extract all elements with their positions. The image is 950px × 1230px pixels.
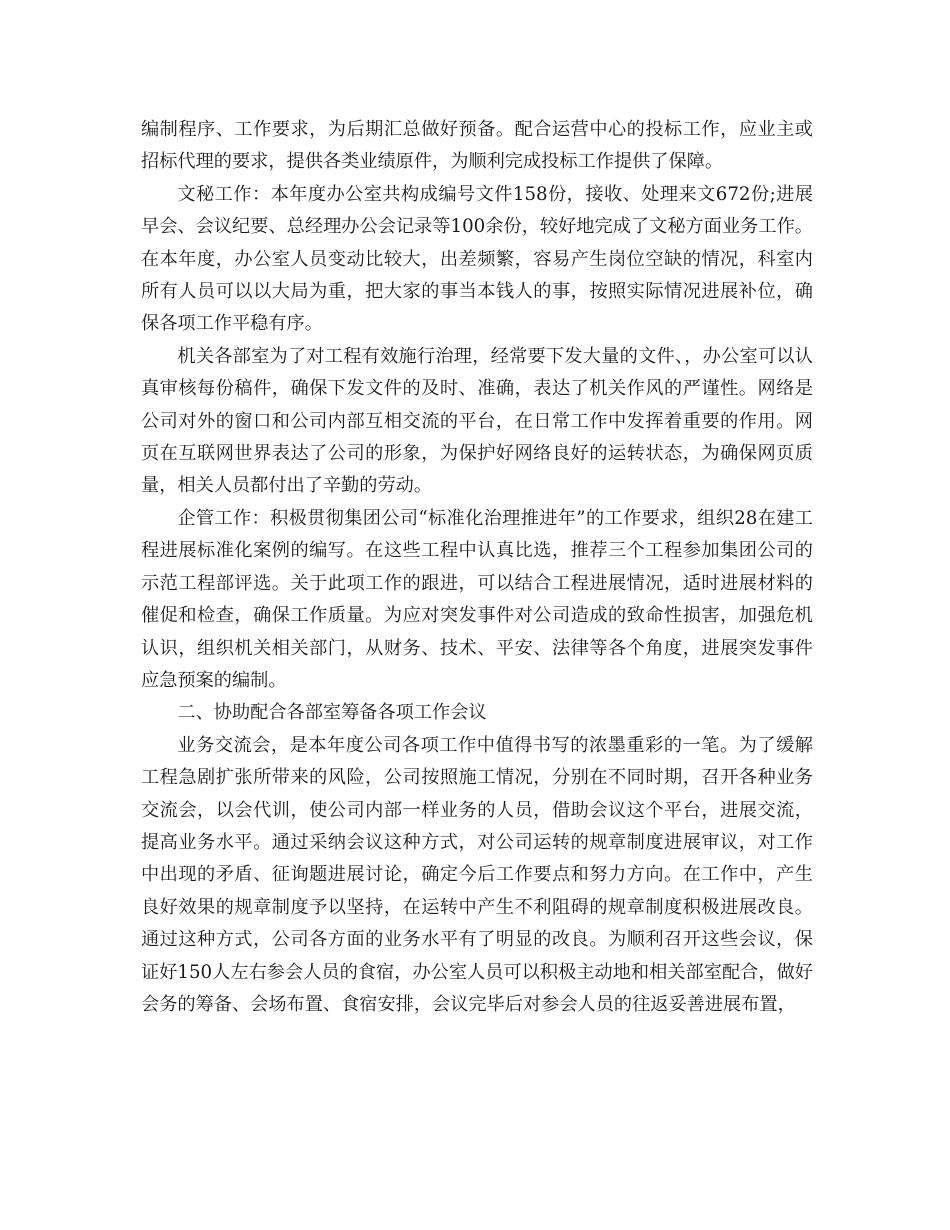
- section-heading-meetings: 二、协助配合各部室筹备各项工作会议: [177, 702, 487, 724]
- document-body: [141, 114, 813, 1021]
- paragraph-document-review: 机关各部室为了对工程有效施行治理，经常要下发大量的文件、，办公室可以认真审核每份稿件，确保下发文件的及时、准确，表达了机关作风的严谨性。网络是公司对外的窗口和公司内部互相交流的平台，在日常工作中发挥着重要的作用。网页在互联网世界表达了公司的形象，为保护好网络良好的运转状态，为确保网页质量，相关人员都付出了辛勤的劳动。: [141, 345, 813, 497]
- paragraph-enterprise-management: 企管工作：积极贯彻集团公司“标准化治理推进年”的工作要求，组织28在建工程进展标准化案例的编写。在这些工程中认真比选，推荐三个工程参加集团公司的示范工程部评选。关于此项工作的跟进，可以结合工程进展情况，适时进展材料的催促和检查，确保工作质量。为应对突发事件对公司造成的致命性损害，加强危机认识，组织机关相关部门，从财务、技术、平安、法律等各个角度，进展突发事件应急预案的编制。: [141, 507, 813, 691]
- paragraph-1: 编制程序、工作要求，为后期汇总做好预备。配合运营中心的投标工作，应业主或招标代理的要求，提供各类业绩原件，为顺利完成投标工作提供了保障。: [141, 119, 813, 173]
- paragraph-secretarial-work: 文秘工作：本年度办公室共构成编号文件158份，接收、处理来文672份;进展早会、会议纪要、总经理办公会记录等100余份，较好地完成了文秘方面业务工作。在本年度，办公室人员变动比较大，出差频繁，容易产生岗位空缺的情况，科室内所有人员可以以大局为重，把大家的事当本钱人的事，按照实际情况进展补位，确保各项工作平稳有序。: [141, 183, 813, 335]
- paragraph-business-exchange: 业务交流会，是本年度公司各项工作中值得书写的浓墨重彩的一笔。为了缓解工程急剧扩张所带来的风险，公司按照施工情况，分别在不同时期，召开各种业务交流会，以会代训，使公司内部一样业务的人员，借助会议这个平台，进展交流，提高业务水平。通过采纳会议这种方式，对公司运转的规章制度进展审议，对工作中出现的矛盾、征询题进展讨论，确定今后工作要点和努力方向。在工作中，产生良好效果的规章制度予以坚持，在运转中产生不利阻碍的规章制度积极进展改良。通过这种方式，公司各方面的业务水平有了明显的改良。为顺利召开这些会议，保证好150人左右参会人员的食宿，办公室人员可以积极主动地和相关部室配合，做好会务的筹备、会场布置、食宿安排，会议完毕后对参会人员的往返妥善进展布置，: [141, 734, 813, 1015]
